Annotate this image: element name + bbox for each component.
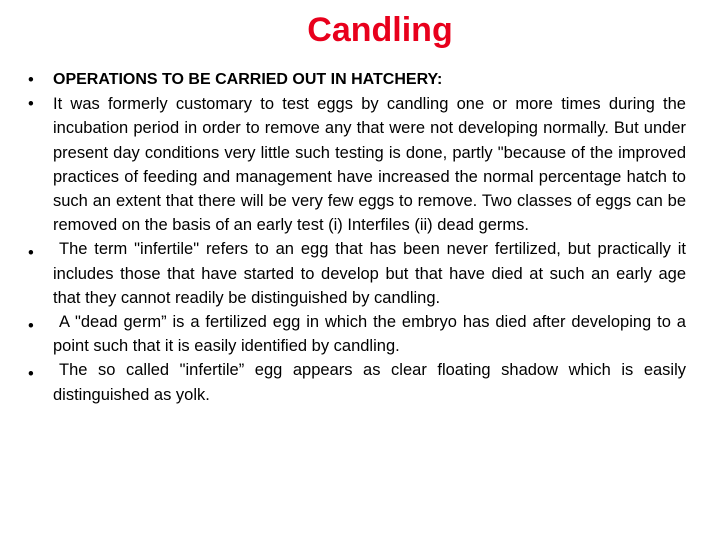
bullet-text: It was formerly customary to test eggs by candling one or more times during the incubation period in order to remove any that were not developing normally. But under present day conditions very little such testing is done, partly "because of the improved practices of feeding and management have increased the normal percentage hatch to such an extent that there will be very few eggs to remove. Two classes of eggs can be removed on the basis of an early test (i) Interfiles (ii) dead germs.: [53, 95, 686, 235]
bullet-item-heading: [28, 68, 686, 92]
bullet-icon: •: [28, 95, 34, 114]
bullet-text: A "dead germ” is a fertilized egg in which the embryo has died after developing to a point such that it is easily identified by candling.: [53, 313, 686, 356]
bullet-text: OPERATIONS TO BE CARRIED OUT IN HATCHERY:: [53, 71, 443, 88]
bullet-text: The so called "infertile” egg appears as clear floating shadow which is easily distinguished as yolk.: [53, 361, 686, 404]
bullet-item: [28, 92, 686, 237]
bullet-icon: •: [28, 71, 34, 89]
bullet-list: [28, 68, 686, 407]
slide-title: Candling: [307, 11, 453, 49]
bullet-icon: •: [28, 244, 34, 263]
bullet-item: [28, 358, 686, 406]
bullet-item: [28, 310, 686, 358]
bullet-icon: •: [28, 317, 34, 336]
bullet-text: The term "infertile" refers to an egg that has been never fertilized, but practically it includes those that have started to develop but that have died at such an early age that they cannot readily be distinguished by candling.: [53, 240, 686, 307]
bullet-item: [28, 237, 686, 310]
bullet-icon: •: [28, 365, 34, 384]
